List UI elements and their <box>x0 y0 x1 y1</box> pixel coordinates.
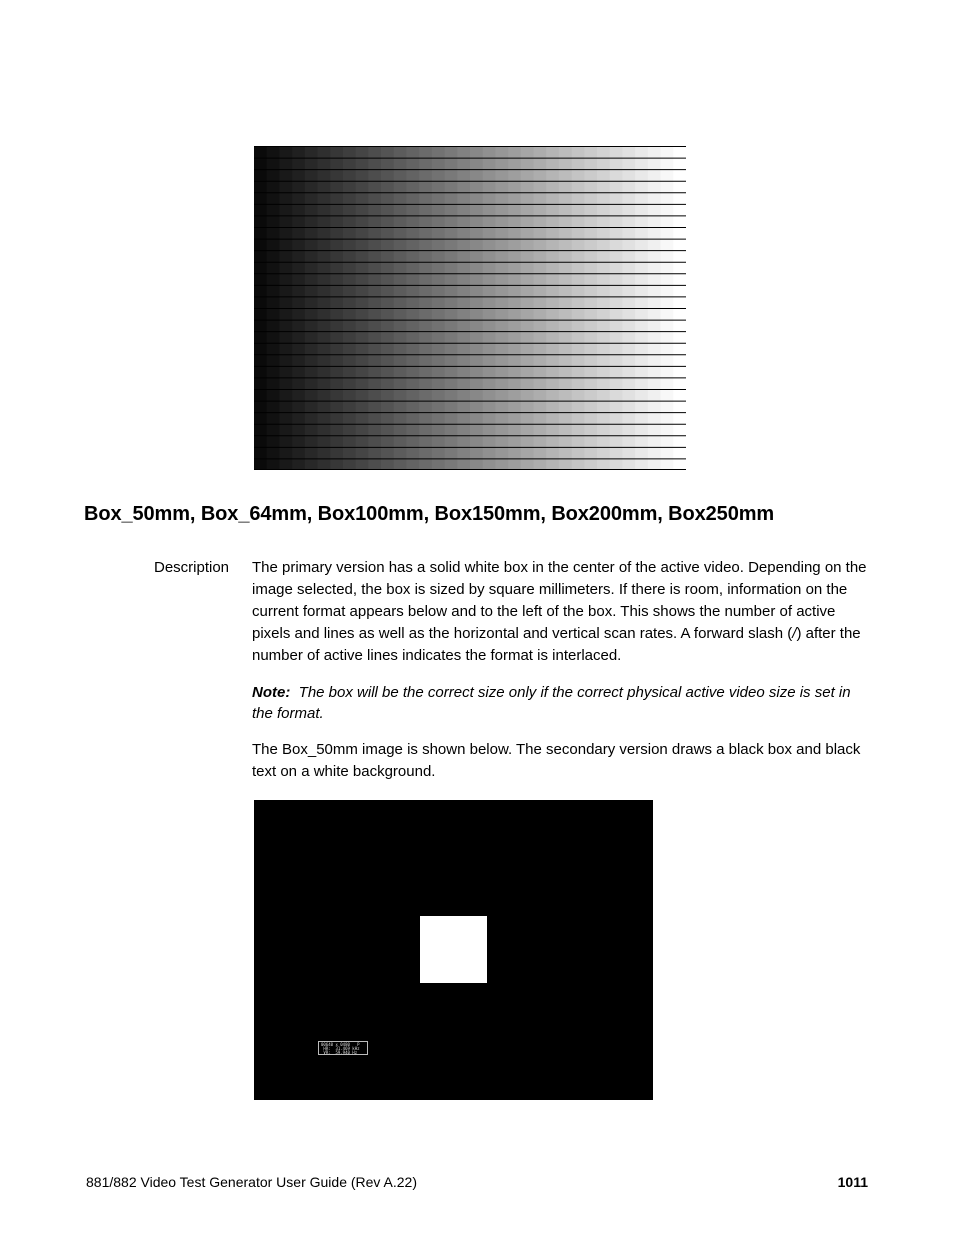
format-info-line: VR: 59.940 Hz <box>321 1050 358 1055</box>
white-box <box>420 916 487 983</box>
box-50mm-image <box>254 800 653 1100</box>
description-paragraph <box>252 557 868 667</box>
gray-ramp-image <box>254 146 686 470</box>
gray-ramp-graphic <box>254 146 686 470</box>
slash-char: / <box>792 625 797 642</box>
format-info-line: HR: 31.469 kHz <box>321 1046 360 1051</box>
footer-title: 881/882 Video Test Generator User Guide (Rev A.22) <box>86 1174 418 1190</box>
format-info-line: 00640 x 0480 P <box>321 1042 360 1047</box>
paragraph-text-b: ) after the number of active lines indicates the format is interlaced. <box>252 625 861 664</box>
note-paragraph <box>252 682 868 724</box>
note-label: Note: <box>252 684 291 701</box>
format-info-box <box>318 1041 368 1055</box>
description-label: Description <box>154 559 230 576</box>
paragraph-text-a: The primary version has a solid white box in the center of the active video. Depending on the image selected, the box is sized by square millimeters. If there is room, information on the current format appears below and to the left of the box. This shows the number of active pixels and lines as well as the horizontal and vertical scan rates. A forward slash ( <box>252 559 867 642</box>
image-caption-paragraph: The Box_50mm image is shown below. The secondary version draws a black box and black text on a white background. <box>252 741 861 780</box>
section-heading: Box_50mm, Box_64mm, Box100mm, Box150mm, Box200mm, Box250mm <box>84 503 775 525</box>
note-text: The box will be the correct size only if the correct physical active video size is set in the format. <box>252 684 851 722</box>
page-number: 1011 <box>837 1174 868 1190</box>
